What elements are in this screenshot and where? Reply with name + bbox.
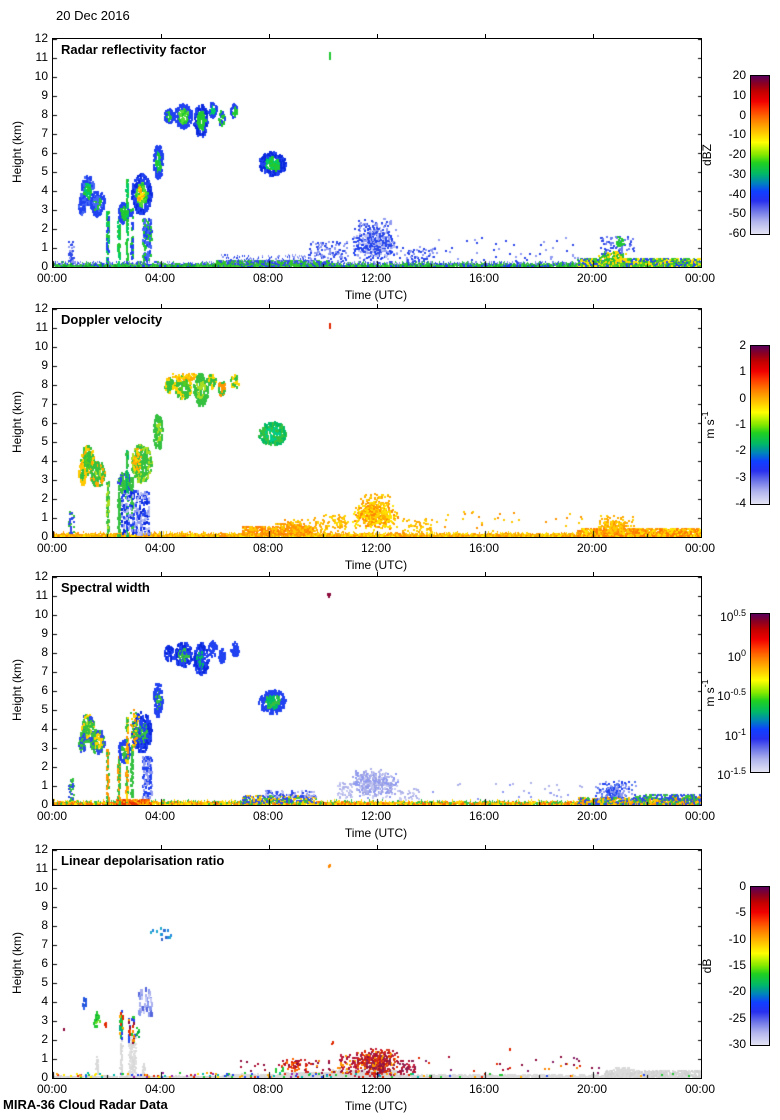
plot-area: [52, 849, 702, 1079]
colorbar-tick-label: -2: [735, 443, 746, 458]
colorbar-unit-label: dB: [700, 958, 714, 974]
y-tick-label: 12: [34, 301, 48, 315]
x-tick-label: 00:00: [36, 271, 68, 285]
panel-title: Linear depolarisation ratio: [61, 853, 225, 868]
y-tick-label: 5: [41, 164, 48, 178]
y-tick-label: 3: [41, 202, 48, 216]
x-tick-label: 16:00: [468, 1082, 500, 1096]
y-tick-label: 6: [41, 956, 48, 970]
x-tick-label: 04:00: [144, 809, 176, 823]
y-tick-label: 11: [35, 588, 48, 602]
panel-title: Doppler velocity: [61, 312, 163, 327]
x-axis-label: Time (UTC): [344, 558, 408, 572]
colorbar-tick-label: -5: [735, 905, 746, 920]
y-tick-label: 5: [41, 434, 48, 448]
y-tick-label: 9: [41, 88, 48, 102]
y-tick-label: 11: [35, 861, 48, 875]
y-tick-label: 0: [41, 797, 48, 811]
y-tick-label: 2: [41, 1032, 48, 1046]
heatmap-canvas: [53, 850, 701, 1078]
y-tick-label: 4: [41, 994, 48, 1008]
colorbar-tick-label: -20: [728, 147, 746, 161]
colorbar-unit-label: dBZ: [700, 143, 714, 167]
top-tick: [485, 34, 486, 38]
x-tick-labels: [36, 1082, 716, 1096]
colorbar-gradient: [750, 886, 770, 1046]
y-tick-label: 8: [41, 918, 48, 932]
colorbar-tick-label: -3: [735, 469, 746, 484]
y-tick-label: 7: [41, 937, 48, 951]
x-tick-label: 04:00: [144, 1082, 176, 1096]
top-tick: [593, 304, 594, 308]
x-tick-label: 08:00: [252, 1082, 284, 1096]
colorbar-tick-label: -4: [735, 496, 746, 510]
y-tick-label: 0: [41, 1070, 48, 1084]
x-tick-label: 20:00: [576, 271, 608, 285]
x-tick-label: 12:00: [360, 271, 392, 285]
panel-doppler-velocity: [0, 301, 780, 578]
y-tick-label: 7: [41, 396, 48, 410]
y-tick-label: 2: [41, 491, 48, 505]
top-tick: [377, 845, 378, 849]
colorbar-gradient: [750, 345, 770, 505]
heatmap-canvas: [53, 577, 701, 805]
colorbar-tick-label: 10: [732, 87, 746, 102]
top-tick: [161, 572, 162, 576]
top-tick: [377, 572, 378, 576]
y-tick-label: 12: [34, 842, 48, 856]
x-axis-label: Time (UTC): [344, 288, 408, 302]
y-tick-label: 6: [41, 145, 48, 159]
x-tick-label: 20:00: [576, 809, 608, 823]
colorbar-tick-label: -40: [728, 186, 746, 201]
colorbar-gradient: [750, 613, 770, 773]
y-tick-label: 1: [41, 510, 48, 524]
x-tick-label: 08:00: [252, 809, 284, 823]
colorbar-tick-label: -30: [728, 1037, 746, 1051]
y-tick-label: 9: [41, 626, 48, 640]
top-tick: [269, 572, 270, 576]
y-axis-label: Height (km): [10, 121, 24, 184]
colorbar-tick-label: $10^{-1.5}$: [717, 766, 746, 782]
x-axis-label: Time (UTC): [344, 826, 408, 840]
y-tick-label: 0: [41, 529, 48, 543]
x-tick-label: 00:00: [36, 1082, 68, 1096]
top-tick: [593, 34, 594, 38]
y-tick-label: 2: [41, 221, 48, 235]
colorbar-tick-label: -50: [728, 206, 746, 221]
y-tick-label: 3: [41, 472, 48, 486]
y-tick-label: 1: [41, 778, 48, 792]
x-tick-label: 08:00: [252, 271, 284, 285]
y-tick-label: 11: [35, 320, 48, 334]
colorbar-tick-label: -15: [728, 958, 746, 972]
plot-area: [52, 576, 702, 806]
colorbar-tick-label: $10^{-1}$: [724, 726, 746, 743]
panel-title: Radar reflectivity factor: [61, 42, 207, 57]
x-tick-label: 00:00: [684, 541, 716, 555]
panel-spectral-width: [0, 569, 780, 846]
x-tick-label: 20:00: [576, 541, 608, 555]
y-tick-label: 7: [41, 126, 48, 140]
y-tick-label: 3: [41, 1013, 48, 1027]
colorbar-tick-label: 0: [739, 107, 746, 122]
heatmap-canvas: [53, 309, 701, 537]
colorbar: [700, 68, 772, 240]
colorbar-tick-label: 20: [732, 68, 746, 82]
colorbar-tick-label: $10^{0.5}$: [720, 608, 746, 624]
top-tick: [593, 845, 594, 849]
date-label: 20 Dec 2016: [56, 8, 130, 23]
x-tick-labels: [36, 541, 716, 555]
y-tick-label: 8: [41, 107, 48, 121]
y-tick-label: 0: [41, 259, 48, 273]
x-tick-labels: [36, 809, 716, 823]
footer-label: MIRA-36 Cloud Radar Data: [3, 1097, 168, 1112]
top-tick: [485, 845, 486, 849]
colorbar-tick-label: 2: [739, 338, 746, 352]
y-tick-label: 1: [41, 240, 48, 254]
y-tick-label: 8: [41, 645, 48, 659]
y-tick-label: 6: [41, 415, 48, 429]
panel-title: Spectral width: [61, 580, 150, 595]
top-tick: [593, 572, 594, 576]
x-tick-label: 00:00: [36, 541, 68, 555]
y-tick-label: 8: [41, 377, 48, 391]
y-tick-label: 10: [34, 339, 48, 353]
y-tick-label: 10: [34, 69, 48, 83]
x-tick-label: 12:00: [360, 541, 392, 555]
colorbar-tick-label: $10^0$: [727, 647, 746, 664]
plot-area: [52, 38, 702, 268]
panel-linear-depolarisation-ratio: [0, 842, 780, 1119]
panel-radar-reflectivity: [0, 31, 780, 308]
x-tick-label: 00:00: [684, 1082, 716, 1096]
y-tick-label: 12: [34, 569, 48, 583]
y-tick-label: 9: [41, 899, 48, 913]
x-tick-label: 16:00: [468, 541, 500, 555]
x-tick-label: 00:00: [684, 271, 716, 285]
y-tick-label: 4: [41, 721, 48, 735]
y-tick-label: 10: [34, 607, 48, 621]
colorbar-tick-label: -10: [728, 127, 746, 142]
y-tick-label: 4: [41, 453, 48, 467]
top-tick: [485, 572, 486, 576]
y-tick-label: 3: [41, 740, 48, 754]
colorbar-tick-label: -10: [728, 931, 746, 946]
colorbar-tick-label: $10^{-0.5}$: [717, 687, 746, 703]
x-tick-label: 16:00: [468, 271, 500, 285]
x-tick-labels: [36, 271, 716, 285]
top-tick: [269, 34, 270, 38]
x-tick-label: 20:00: [576, 1082, 608, 1096]
y-tick-label: 12: [34, 31, 48, 45]
colorbar: [700, 879, 772, 1051]
colorbar-tick-label: -25: [728, 1010, 746, 1025]
colorbar-tick-label: 0: [739, 390, 746, 405]
x-tick-label: 04:00: [144, 541, 176, 555]
y-tick-label: 9: [41, 358, 48, 372]
y-tick-label: 4: [41, 183, 48, 197]
colorbar-tick-label: -1: [735, 417, 746, 431]
y-tick-label: 7: [41, 664, 48, 678]
top-tick: [269, 845, 270, 849]
y-tick-label: 1: [41, 1051, 48, 1065]
colorbar-unit-label: m $s^{-1}$: [700, 411, 717, 439]
colorbar-tick-label: -20: [728, 984, 746, 999]
y-tick-label: 10: [34, 880, 48, 894]
x-tick-label: 08:00: [252, 541, 284, 555]
plot-area: [52, 308, 702, 538]
top-tick: [485, 304, 486, 308]
colorbar-tick-label: 0: [739, 879, 746, 893]
x-tick-label: 12:00: [360, 809, 392, 823]
y-tick-label: 5: [41, 975, 48, 989]
colorbar-tick-label: 1: [739, 364, 746, 379]
x-tick-label: 04:00: [144, 271, 176, 285]
x-tick-label: 12:00: [360, 1082, 392, 1096]
x-tick-label: 16:00: [468, 809, 500, 823]
y-tick-label: 6: [41, 683, 48, 697]
colorbar-tick-label: -30: [728, 166, 746, 181]
colorbar-tick-label: -60: [728, 226, 746, 240]
y-tick-label: 2: [41, 759, 48, 773]
colorbar-gradient: [750, 75, 770, 235]
y-tick-label: 11: [35, 50, 48, 64]
y-axis-label: Height (km): [10, 391, 24, 454]
y-axis-label: Height (km): [10, 932, 24, 995]
x-tick-label: 00:00: [36, 809, 68, 823]
x-axis-label: Time (UTC): [344, 1099, 408, 1113]
top-tick: [377, 304, 378, 308]
x-tick-label: 00:00: [684, 809, 716, 823]
colorbar: [700, 608, 772, 782]
colorbar: [700, 338, 772, 510]
top-tick: [161, 34, 162, 38]
y-axis-label: Height (km): [10, 659, 24, 722]
colorbar-unit-label: m $s^{-1}$: [700, 679, 717, 707]
top-tick: [269, 304, 270, 308]
top-tick: [377, 34, 378, 38]
y-tick-label: 5: [41, 702, 48, 716]
top-tick: [161, 845, 162, 849]
top-tick: [161, 304, 162, 308]
heatmap-canvas: [53, 39, 701, 267]
